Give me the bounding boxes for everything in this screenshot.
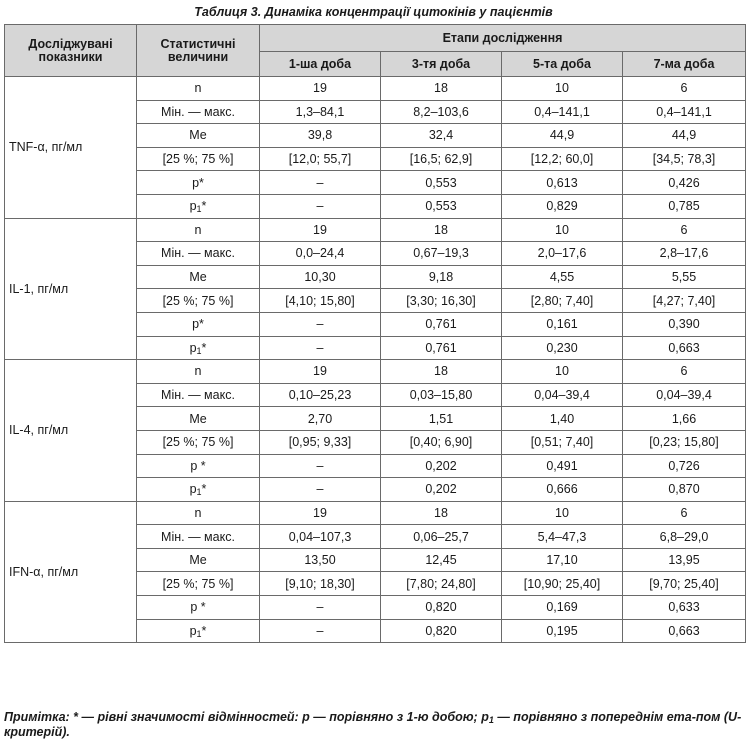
- value-cell: 0,553: [381, 194, 502, 218]
- value-cell: [10,90; 25,40]: [502, 572, 623, 596]
- indicator-cell: TNF-α, пг/мл: [5, 77, 137, 219]
- value-cell: 0,0–24,4: [260, 242, 381, 266]
- stat-cell: Мін. — макс.: [137, 525, 260, 549]
- value-cell: 0,761: [381, 312, 502, 336]
- value-cell: [9,70; 25,40]: [623, 572, 746, 596]
- value-cell: 32,4: [381, 124, 502, 148]
- value-cell: 0,67–19,3: [381, 242, 502, 266]
- value-cell: –: [260, 454, 381, 478]
- value-cell: 19: [260, 501, 381, 525]
- value-cell: –: [260, 619, 381, 643]
- header-day-3: 3-тя доба: [381, 52, 502, 77]
- stat-cell: $p_1*$: [137, 619, 260, 643]
- stat-cell: $p_1*$: [137, 336, 260, 360]
- value-cell: 0,202: [381, 478, 502, 502]
- stat-cell: [25 %; 75 %]: [137, 147, 260, 171]
- value-cell: 0,169: [502, 596, 623, 620]
- value-cell: 18: [381, 77, 502, 101]
- stat-cell: p *: [137, 596, 260, 620]
- value-cell: 18: [381, 360, 502, 384]
- value-cell: 10: [502, 360, 623, 384]
- value-cell: 19: [260, 218, 381, 242]
- value-cell: 0,761: [381, 336, 502, 360]
- value-cell: [34,5; 78,3]: [623, 147, 746, 171]
- table-note: Примітка: * — рівні значимості відмінностей: p — порівняно з 1-ю добою; $p_1$ — порівняно з попереднім ета-пом (U-критерій).: [4, 710, 742, 739]
- stat-cell: Мін. — макс.: [137, 242, 260, 266]
- stat-cell: Me: [137, 407, 260, 431]
- value-cell: 10: [502, 218, 623, 242]
- value-cell: [7,80; 24,80]: [381, 572, 502, 596]
- value-cell: –: [260, 194, 381, 218]
- value-cell: 39,8: [260, 124, 381, 148]
- value-cell: 0,390: [623, 312, 746, 336]
- value-cell: 5,55: [623, 265, 746, 289]
- value-cell: 0,04–107,3: [260, 525, 381, 549]
- header-indicators: Досліджувані показники: [5, 25, 137, 77]
- value-cell: 6: [623, 77, 746, 101]
- value-cell: 0,4–141,1: [502, 100, 623, 124]
- value-cell: 0,785: [623, 194, 746, 218]
- value-cell: [0,51; 7,40]: [502, 430, 623, 454]
- value-cell: [0,40; 6,90]: [381, 430, 502, 454]
- cytokine-table: [4, 24, 746, 643]
- value-cell: 1,40: [502, 407, 623, 431]
- value-cell: 10: [502, 77, 623, 101]
- value-cell: 6: [623, 218, 746, 242]
- value-cell: [3,30; 16,30]: [381, 289, 502, 313]
- value-cell: 1,51: [381, 407, 502, 431]
- value-cell: 1,66: [623, 407, 746, 431]
- value-cell: [4,10; 15,80]: [260, 289, 381, 313]
- stat-cell: [25 %; 75 %]: [137, 430, 260, 454]
- value-cell: 2,8–17,6: [623, 242, 746, 266]
- value-cell: 0,633: [623, 596, 746, 620]
- indicator-cell: IL-1, пг/мл: [5, 218, 137, 360]
- value-cell: 44,9: [502, 124, 623, 148]
- value-cell: –: [260, 478, 381, 502]
- value-cell: –: [260, 336, 381, 360]
- header-day-5: 5-та доба: [502, 52, 623, 77]
- value-cell: 0,230: [502, 336, 623, 360]
- value-cell: 0,829: [502, 194, 623, 218]
- table-row: [5, 77, 746, 101]
- table-row: [5, 360, 746, 384]
- value-cell: –: [260, 312, 381, 336]
- header-stages: Етапи дослідження: [260, 25, 746, 52]
- value-cell: 0,195: [502, 619, 623, 643]
- stat-cell: p*: [137, 312, 260, 336]
- stat-cell: $p_1*$: [137, 478, 260, 502]
- value-cell: 44,9: [623, 124, 746, 148]
- value-cell: 0,870: [623, 478, 746, 502]
- value-cell: 0,820: [381, 596, 502, 620]
- value-cell: [12,2; 60,0]: [502, 147, 623, 171]
- value-cell: 0,04–39,4: [623, 383, 746, 407]
- stat-cell: Мін. — макс.: [137, 100, 260, 124]
- value-cell: 0,663: [623, 336, 746, 360]
- table-row: [5, 501, 746, 525]
- value-cell: 19: [260, 77, 381, 101]
- value-cell: 13,50: [260, 548, 381, 572]
- value-cell: 6: [623, 360, 746, 384]
- value-cell: 5,4–47,3: [502, 525, 623, 549]
- stat-cell: p *: [137, 454, 260, 478]
- value-cell: [12,0; 55,7]: [260, 147, 381, 171]
- stat-cell: [25 %; 75 %]: [137, 289, 260, 313]
- value-cell: 0,4–141,1: [623, 100, 746, 124]
- table-row: [5, 218, 746, 242]
- value-cell: 2,70: [260, 407, 381, 431]
- value-cell: 0,426: [623, 171, 746, 195]
- value-cell: 18: [381, 218, 502, 242]
- value-cell: 0,10–25,23: [260, 383, 381, 407]
- stat-cell: n: [137, 501, 260, 525]
- value-cell: –: [260, 596, 381, 620]
- header-day-1: 1-ша доба: [260, 52, 381, 77]
- value-cell: 8,2–103,6: [381, 100, 502, 124]
- stat-cell: Me: [137, 548, 260, 572]
- header-stats: Статистичні величини: [137, 25, 260, 77]
- stat-cell: [25 %; 75 %]: [137, 572, 260, 596]
- value-cell: 0,726: [623, 454, 746, 478]
- value-cell: 1,3–84,1: [260, 100, 381, 124]
- value-cell: [0,95; 9,33]: [260, 430, 381, 454]
- value-cell: 6: [623, 501, 746, 525]
- value-cell: [2,80; 7,40]: [502, 289, 623, 313]
- stat-cell: p*: [137, 171, 260, 195]
- value-cell: 0,553: [381, 171, 502, 195]
- value-cell: 18: [381, 501, 502, 525]
- stat-cell: n: [137, 218, 260, 242]
- value-cell: 0,666: [502, 478, 623, 502]
- value-cell: 0,03–15,80: [381, 383, 502, 407]
- value-cell: 0,04–39,4: [502, 383, 623, 407]
- value-cell: 0,613: [502, 171, 623, 195]
- value-cell: 0,491: [502, 454, 623, 478]
- value-cell: [16,5; 62,9]: [381, 147, 502, 171]
- value-cell: [0,23; 15,80]: [623, 430, 746, 454]
- value-cell: [4,27; 7,40]: [623, 289, 746, 313]
- stat-cell: Мін. — макс.: [137, 383, 260, 407]
- value-cell: 2,0–17,6: [502, 242, 623, 266]
- value-cell: 0,161: [502, 312, 623, 336]
- stat-cell: Ме: [137, 124, 260, 148]
- indicator-cell: IL-4, пг/мл: [5, 360, 137, 502]
- value-cell: 17,10: [502, 548, 623, 572]
- stat-cell: $p_1*$: [137, 194, 260, 218]
- value-cell: 10,30: [260, 265, 381, 289]
- value-cell: –: [260, 171, 381, 195]
- value-cell: 6,8–29,0: [623, 525, 746, 549]
- value-cell: 10: [502, 501, 623, 525]
- header-day-7: 7-ма доба: [623, 52, 746, 77]
- value-cell: 12,45: [381, 548, 502, 572]
- value-cell: 19: [260, 360, 381, 384]
- stat-cell: n: [137, 360, 260, 384]
- stat-cell: n: [137, 77, 260, 101]
- value-cell: 0,663: [623, 619, 746, 643]
- value-cell: 4,55: [502, 265, 623, 289]
- value-cell: 0,202: [381, 454, 502, 478]
- value-cell: [9,10; 18,30]: [260, 572, 381, 596]
- value-cell: 0,06–25,7: [381, 525, 502, 549]
- indicator-cell: IFN-α, пг/мл: [5, 501, 137, 643]
- value-cell: 13,95: [623, 548, 746, 572]
- value-cell: 9,18: [381, 265, 502, 289]
- stat-cell: Me: [137, 265, 260, 289]
- table-caption: Таблиця 3. Динаміка концентрації цитокінів у пацієнтів: [194, 5, 553, 19]
- value-cell: 0,820: [381, 619, 502, 643]
